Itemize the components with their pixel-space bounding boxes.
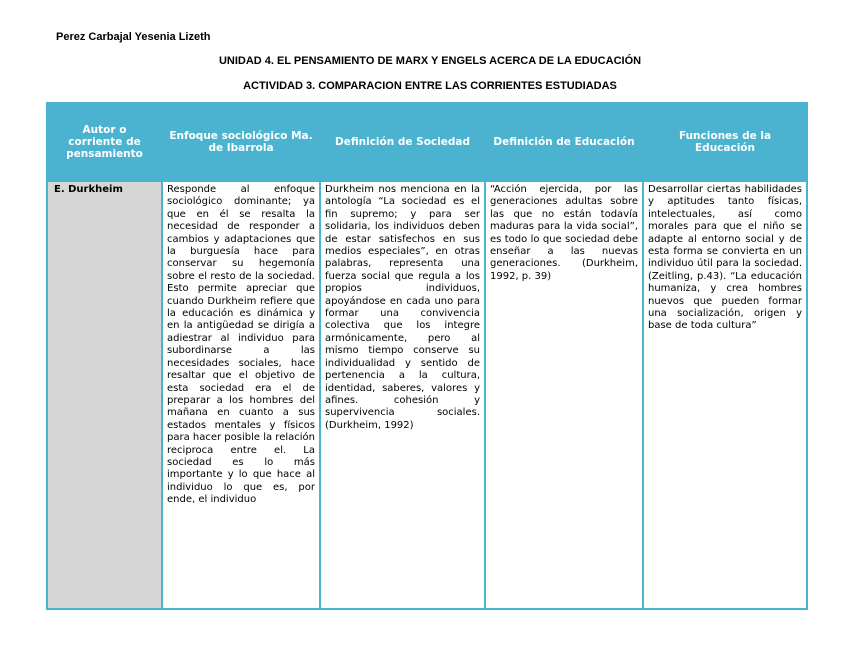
sociedad-text: Durkheim nos menciona en la antología “La sociedad es el fin supremo; y para ser solidaria, los individuos deben de estar satisfechos en sus medios especiales”, en otras palabras, representa una fuerza social que regula a los propios individuos, apoyándose en cada uno para formar una convivencia colectiva que los integre armónicamente, pero al mismo tiempo conserve su individualidad y sentido de pertenencia a la cultura, identidad, saberes, valores y afines. cohesión y supervivencia sociales. (Durkheim, 1992): [325, 184, 480, 431]
enfoque-cell: [162, 181, 320, 609]
table-row: [47, 181, 807, 609]
column-header-educacion: Definición de Educación: [485, 103, 643, 181]
row-author-cell: [47, 181, 162, 609]
column-header-sociedad: Definición de Sociedad: [320, 103, 485, 181]
educacion-text: “Acción ejercida, por las generaciones adultas sobre las que no están todavía maduras para la vida social”, es todo lo que sociedad debe enseñar a las nuevas generaciones. (Durkheim, 1992, p. 39): [490, 184, 638, 282]
row-author-text: E. Durkheim: [54, 184, 123, 195]
unit-title: UNIDAD 4. EL PENSAMIENTO DE MARX Y ENGELS ACERCA DE LA EDUCACIÓN: [218, 55, 642, 67]
table-header-row: [47, 103, 807, 181]
column-header-funciones: Funciones de la Educación: [643, 103, 807, 181]
educacion-cell: [485, 181, 643, 609]
column-header-author: Autor o corriente de pensamiento: [47, 103, 162, 181]
funciones-cell: [643, 181, 807, 609]
enfoque-text: Responde al enfoque sociológico dominante; ya que en él se resalta la necesidad de responder a cambios y adaptaciones que la burguesía hace para conservar su hegemonía sobre el resto de la sociedad. Esto permite apreciar que cuando Durkheim refiere que la educación es dinámica y en la antigüedad se dirigía a adiestrar al individuo para subordinarse a las necesidades sociales, hace resaltar que el objetivo de esta sociedad era el de preparar a los hombres del mañana en cuanto a sus estados mentales y físicos para hacer posible la relación reciproca entre el. La sociedad es lo más importante y lo que hace al individuo lo que es, por ende, el individuo: [167, 184, 315, 506]
column-header-enfoque: Enfoque sociológico Ma. de Ibarrola: [162, 103, 320, 181]
sociedad-cell: [320, 181, 485, 609]
comparison-table: [46, 102, 808, 610]
funciones-text: Desarrollar ciertas habilidades y aptitudes tanto físicas, intelectuales, así como morales para que el niño se adapte al entorno social y de esta forma se convierta en un individuo útil para la sociedad. (Zeitling, p.43). “La educación humaniza, y crea hombres nuevos que pueden formar una socialización, origen y base de toda cultura”: [648, 184, 802, 332]
author-name: Perez Carbajal Yesenia Lizeth: [56, 31, 211, 43]
activity-title: ACTIVIDAD 3. COMPARACION ENTRE LAS CORRIENTES ESTUDIADAS: [243, 80, 617, 92]
